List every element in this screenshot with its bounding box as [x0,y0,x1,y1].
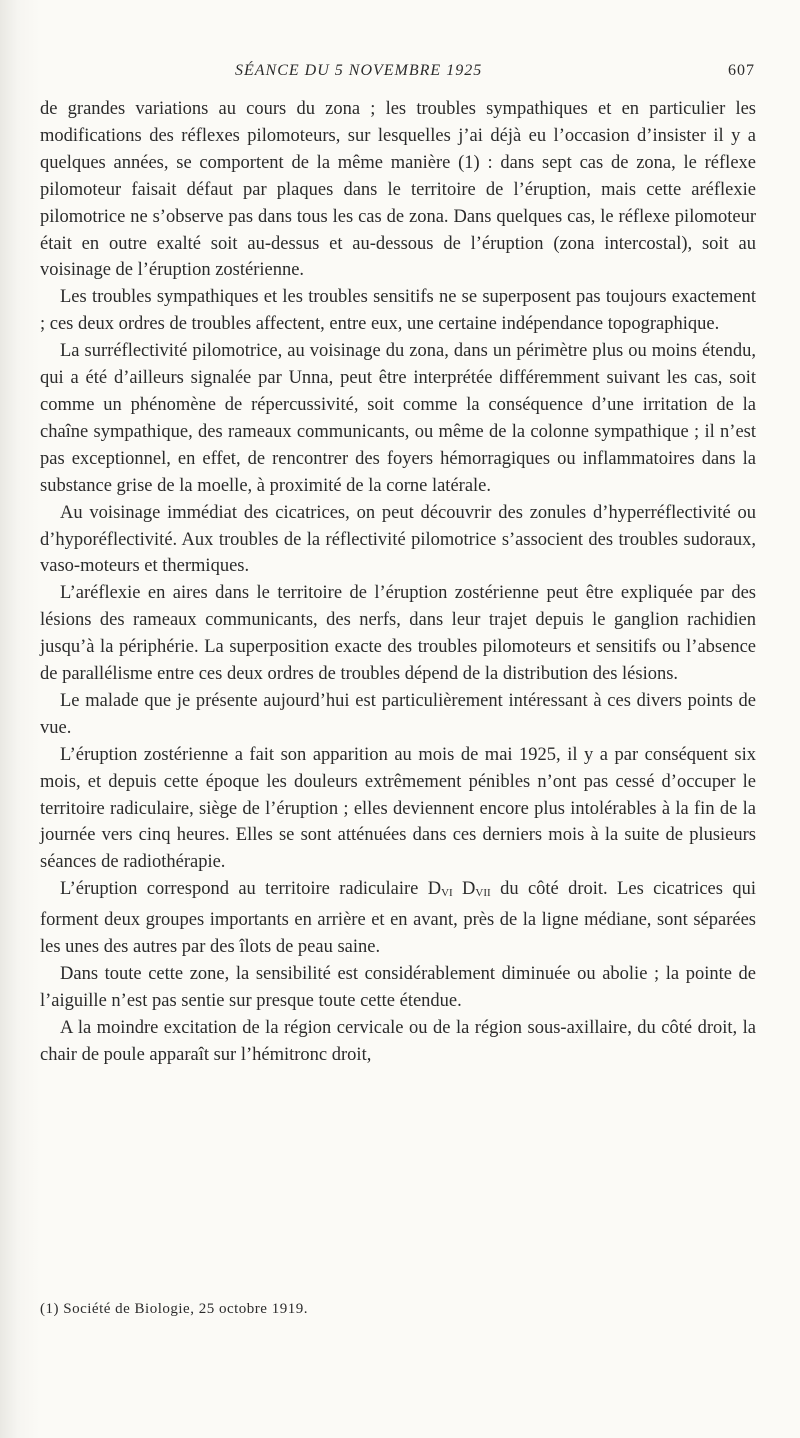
paragraph-9: Dans toute cette zone, la sensibilité est considérablement diminuée ou abolie ; la pointe de l’aiguille n’est pas sentie sur presque toute cette étendue. [40,964,756,1011]
paragraph-8-start: L’éruption correspond au territoire radiculaire D [60,879,442,900]
header-title: SÉANCE DU 5 NOVEMBRE 1925 [235,62,483,79]
paragraph-7: L’éruption zostérienne a fait son apparition au mois de mai 1925, il y a par conséquent six mois, et depuis cette époque les douleurs extrêmement pénibles n’ont pas cessé d’occuper le territoire radiculaire, siège de l’éruption ; elles deviennent encore plus intolérables à la fin de la journée vers cinq heures. Elles se sont atténuées dans ces derniers mois à la suite de plusieurs séances de radiothérapie. [40,744,756,873]
paragraph-3: La surréflectivité pilomotrice, au voisinage du zona, dans un périmètre plus ou moins étendu, qui a été d’ailleurs signalée par Unna, peut être interprétée différemment suivant les cas, soit comme un phénomène de répercussivité, soit comme la conséquence d’une irritation de la chaîne sympathique, des rameaux communicants, ou même de la colonne sympathique ; il n’est pas exceptionnel, en effet, de rencontrer des foyers hémorragiques ou inflammatoires dans la substance grise de la moelle, à proximité de la corne latérale. [40,341,756,496]
body-text [40,96,756,1069]
paragraph-6: Le malade que je présente aujourd’hui est particulièrement intéressant à ces divers points de vue. [40,690,756,738]
paragraph-4: Au voisinage immédiat des cicatrices, on peut découvrir des zonules d’hyperréflectivité ou d’hyporéflectivité. Aux troubles de la réflectivité pilomotrice s’associent des troubles sudoraux, vaso-moteurs et thermiques. [40,502,756,577]
paragraph-2: Les troubles sympathiques et les troubles sensitifs ne se superposent pas toujours exactement ; ces deux ordres de troubles affectent, entre eux, une certaine indépendance topographique. [40,287,756,335]
paragraph-8-mid: D [452,879,476,900]
paragraph-8 [40,876,756,961]
page-number: 607 [728,62,755,79]
root-subscript-2: VII [475,887,491,900]
paragraph-10: A la moindre excitation de la région cervicale ou de la région sous-axillaire, du côté droit, la chair de poule apparaît sur l’hémitronc droit, [40,1017,756,1065]
footnote: (1) Société de Biologie, 25 octobre 1919. [40,1301,308,1317]
root-subscript-1: VI [441,887,453,900]
running-header [235,62,755,82]
paragraph-5: L’aréflexie en aires dans le territoire de l’éruption zostérienne peut être expliquée par des lésions des rameaux communicants, des nerfs, dans leur trajet depuis le ganglion rachidien jusqu’à la périphérie. La superposition exacte des troubles pilomoteurs et sensitifs ou l’absence de parallélisme entre ces deux ordres de troubles dépend de la distribution des lésions. [40,583,756,685]
paragraph-8-end: du côté droit. Les cicatrices qui forment deux groupes importants en arrière et en avant, près de la ligne médiane, sont séparées les unes des autres par des îlots de peau saine. [40,879,756,958]
paragraph-1: de grandes variations au cours du zona ; les troubles sympathiques et en particulier les modifications des réflexes pilomoteurs, sur lesquelles j’ai déjà eu l’occasion d’insister il y a quelques années, se comportent de la même manière (1) : dans sept cas de zona, le réflexe pilomoteur faisait défaut par plaques dans le territoire de l’éruption, mais cette aréflexie pilomotrice ne s’observe pas dans tous les cas de zona. Dans quelques cas, le réflexe pilomoteur était en outre exalté soit au-dessus et au-dessous de l’éruption (zona intercostal), soit au voisinage de l’éruption zostérienne. [40,99,756,281]
